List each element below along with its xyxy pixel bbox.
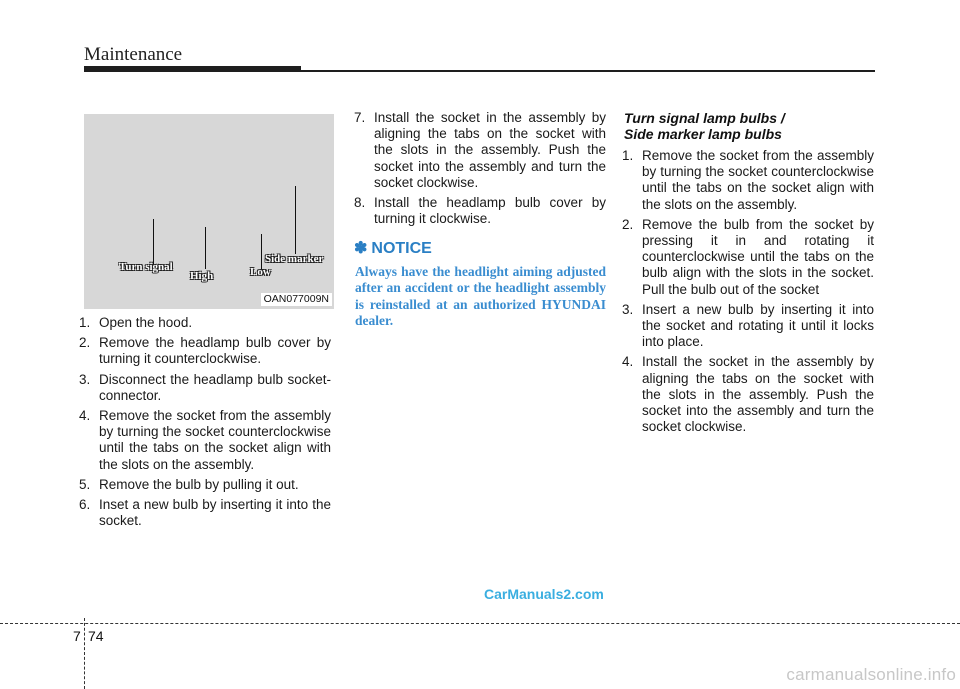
turn-signal-steps [622,148,874,435]
notice-text: Always have the headlight aiming adjusted after an accident or the headlight assembly is reinstalled at an authorized HYUNDAI dealer. [355,263,606,329]
side-marker-leader [295,186,296,254]
list-item: 2. Remove the bulb from the socket by pressing it in and rotating it counterclockwise until the tabs on the bulb align with the slots in the socket. Pull the bulb out of the socket [622,216,874,297]
side-marker-callout: Side marker [265,253,324,265]
turn-signal-callout: Turn signal [119,261,173,273]
page-number: 74 [88,628,104,644]
list-item: 3. Insert a new bulb by inserting it into the socket and rotating it until it locks into place. [622,301,874,350]
list-item: 1. Open the hood. [79,315,193,330]
headlamp-diagram [84,114,334,309]
list-item: 7. Install the socket in the assembly by aligning the tabs on the socket with the slots in the assembly. Push the socket into the assembly and turn the socket clockwise. [354,110,606,190]
list-item: 4. Install the socket in the assembly by aligning the tabs on the socket with the slots in the assembly. Push the socket into the assembly and turn the socket clockwise. [622,354,874,435]
header-rule-thick [84,66,301,72]
headlamp-steps-part2 [354,110,606,227]
headlamp-steps-column-2 [354,110,606,330]
turn-signal-leader [153,219,154,265]
notice-star-icon: ✽ [354,240,368,258]
high-leader [205,227,206,269]
turn-signal-column [622,110,874,439]
list-item: 3. Disconnect the headlamp bulb socket-connector. [79,371,331,403]
page-header-title: Maintenance [84,44,183,65]
list-item: 5. Remove the bulb by pulling it out. [79,476,299,492]
footer-vertical-divider [84,618,85,689]
site-watermark: carmanualsonline.info [786,665,956,684]
list-item: 4. Remove the socket from the assembly by turning the socket counterclockwise until the tabs on the socket align with the slots on the assembly. [79,408,331,472]
section-title: Turn signal lamp bulbs / Side marker lamp bulbs [624,110,785,142]
header-rule-thin [301,70,875,72]
list-item: 2. Remove the headlamp bulb cover by turning it counterclockwise. [79,335,331,367]
notice-heading-label: NOTICE [371,240,432,258]
list-item: 1. Remove the socket from the assembly by turning the socket counterclockwise until the tabs on the socket align with the slots on the assembly. [622,148,874,212]
high-callout: High [190,270,214,282]
notice-heading [354,241,606,257]
figure-code: OAN077009N [261,293,332,306]
chapter-number: 7 [73,628,81,644]
list-item: 8. Install the headlamp bulb cover by turning it clockwise. [354,195,606,227]
list-item: 6. Inset a new bulb by inserting it into the socket. [79,497,331,529]
footer-divider [0,623,960,624]
low-callout: Low [250,266,271,278]
watermark-link[interactable]: CarManuals2.com [484,586,604,602]
headlamp-steps-part1 [79,315,331,529]
headlamp-steps-column-1 [79,315,331,533]
